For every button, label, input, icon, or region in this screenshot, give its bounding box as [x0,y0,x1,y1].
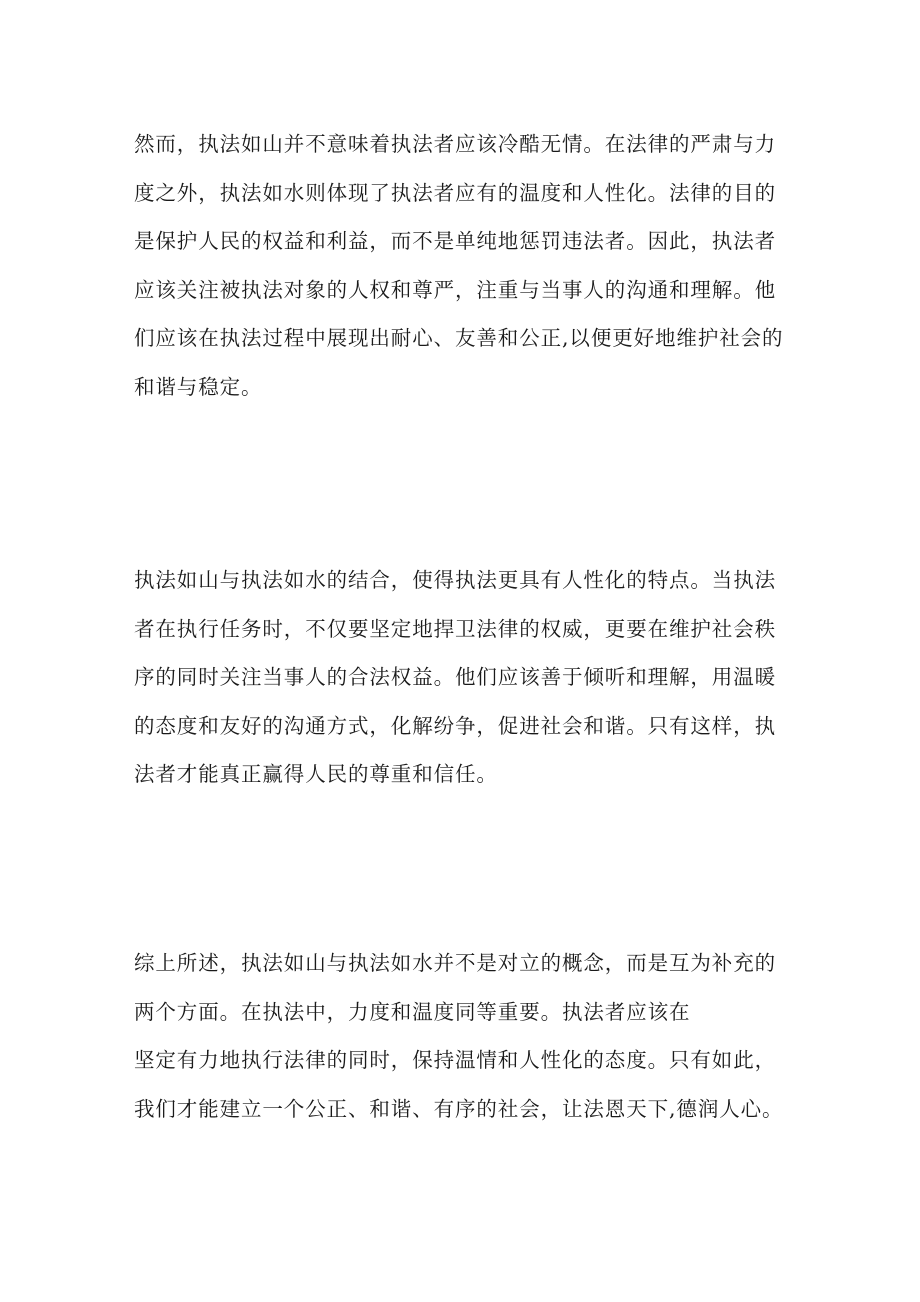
text-line: 序的同时关注当事人的合法权益。他们应该善于倾听和理解，用温暖 [134,665,776,690]
paragraph-1 [134,120,814,412]
text-line: 者在执行任务时，不仅要坚定地捍卫法律的权威，更要在维护社会秩 [134,616,776,641]
text-line: 执法如山与执法如水的结合，使得执法更具有人性化的特点。当执法 [134,568,776,592]
text-line: 的态度和友好的沟通方式，化解纷争，促进社会和谐。只有这样，执 [134,713,776,738]
paragraph-2 [134,556,814,799]
text-line: 们应该在执法过程中展现出耐心、友善和公正,以便更好地维护社会的 [134,326,784,351]
text-line: 是保护人民的权益和利益，而不是单纯地惩罚违法者。因此，执法者 [134,229,776,254]
text-line: 我们才能建立一个公正、和谐、有序的社会，让法恩天下,德润人心。 [134,1096,784,1121]
text-line: 综上所述，执法如山与执法如水并不是对立的概念，而是互为补充的 [134,951,776,975]
text-line: 和谐与稳定。 [134,374,263,399]
text-line: 然而，执法如山并不意味着执法者应该冷酷无情。在法律的严肃与力 [134,132,776,156]
text-line: 应该关注被执法对象的人权和尊严，注重与当事人的沟通和理解。他 [134,277,776,302]
text-line: 坚定有力地执行法律的同时，保持温情和人性化的态度。只有如此， [134,1048,776,1073]
paragraph-3 [134,939,814,1133]
text-line: 法者才能真正赢得人民的尊重和信任。 [134,762,498,787]
text-line: 两个方面。在执法中，力度和温度同等重要。执法者应该在 [134,999,691,1024]
text-line: 度之外，执法如水则体现了执法者应有的温度和人性化。法律的目的 [134,180,776,205]
